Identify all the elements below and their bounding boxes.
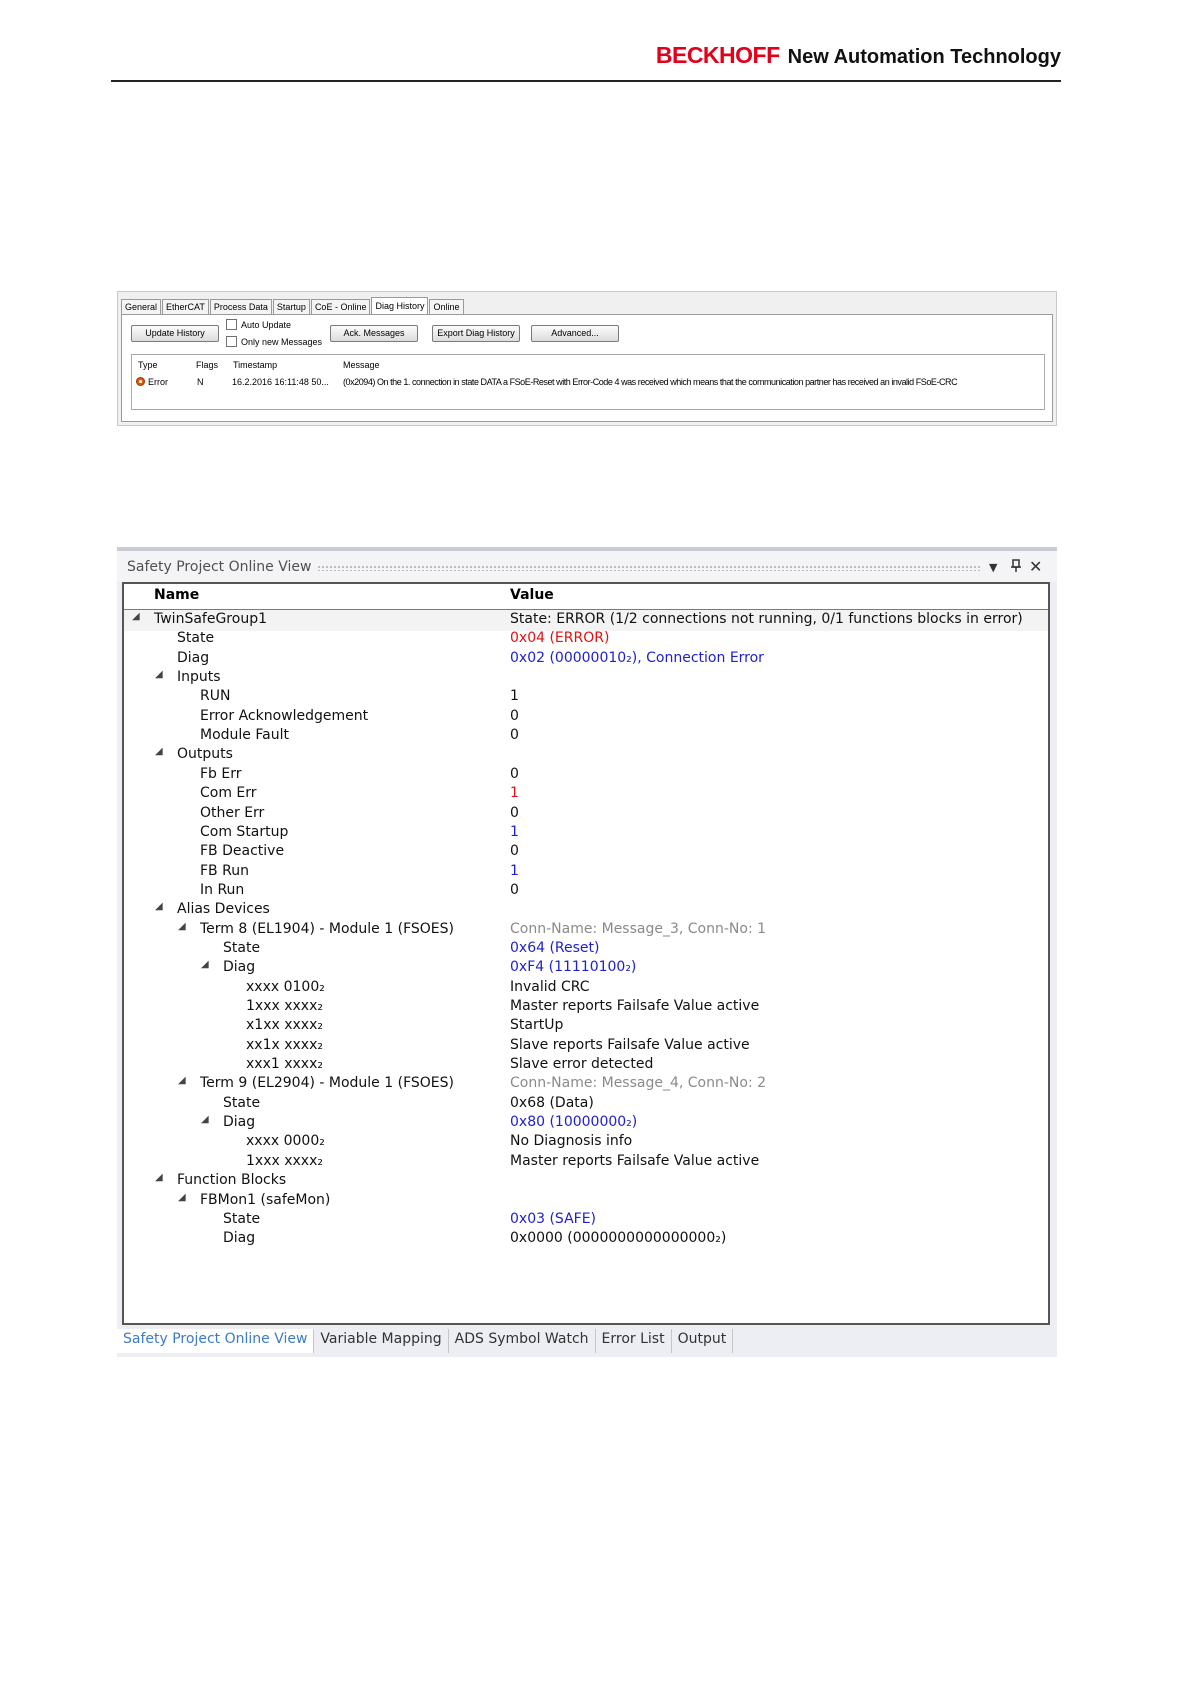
tree-row[interactable]: [124, 920, 1048, 941]
tree-node-name: Error Acknowledgement: [200, 707, 369, 724]
tree-node-value: Conn-Name: Message_4, Conn-No: 2: [510, 1075, 767, 1092]
row-flags: N: [197, 377, 204, 387]
tree-node-name: Term 9 (EL2904) - Module 1 (FSOES): [200, 1075, 454, 1092]
tree-row[interactable]: [124, 668, 1048, 689]
tree-row[interactable]: [124, 649, 1048, 670]
tree-node-value: 1: [510, 862, 519, 879]
tree-node-name: TwinSafeGroup1: [154, 611, 267, 627]
tree-node-name: State: [223, 1094, 261, 1111]
tree-row[interactable]: [124, 881, 1048, 902]
only-new-messages-label: Only new Messages: [241, 336, 323, 347]
tree-node-name: Other Err: [200, 804, 265, 821]
export-diag-history-button[interactable]: Export Diag History: [432, 325, 520, 342]
col-header-message: Message: [343, 360, 380, 370]
tree-node-value: Slave error detected: [510, 1056, 654, 1073]
tree-row[interactable]: [124, 726, 1048, 747]
bottom-tab-safety-project-online-view[interactable]: Safety Project Online View: [117, 1329, 314, 1353]
tree-row[interactable]: [124, 1074, 1048, 1095]
tree-node-name: RUN: [200, 688, 231, 705]
tree-node-name: State: [177, 630, 215, 647]
diag-tab-strip: [121, 298, 465, 314]
tree-node-value: 0: [510, 804, 519, 821]
tree-row[interactable]: [124, 1055, 1048, 1076]
tree-node-value: 0: [510, 765, 519, 782]
tree-node-value: 0x80 (10000000₂): [510, 1114, 638, 1131]
tree-row[interactable]: [124, 707, 1048, 728]
tree-node-name: xx1x xxxx₂: [246, 1036, 323, 1053]
tree-node-value: 0xF4 (11110100₂): [510, 959, 637, 976]
tree-node-value: No Diagnosis info: [510, 1133, 633, 1150]
bottom-tab-variable-mapping[interactable]: Variable Mapping: [314, 1329, 448, 1353]
only-new-messages-checkbox[interactable]: [226, 336, 322, 347]
tab-ethercat[interactable]: EtherCAT: [162, 299, 209, 314]
expand-triangle-icon[interactable]: ◢: [132, 611, 140, 622]
tree-node-name: xxxx 0100₂: [246, 978, 325, 995]
tree-row[interactable]: [124, 958, 1048, 979]
row-timestamp: 16.2.2016 16:11:48 50...: [232, 377, 329, 387]
checkbox-box[interactable]: [226, 336, 237, 347]
tree-node-value: State: ERROR (1/2 connections not running, 0/1 functions blocks in error): [510, 611, 1023, 627]
tab-process-data[interactable]: Process Data: [210, 299, 272, 314]
tree-node-name: In Run: [200, 881, 245, 898]
bottom-tab-output[interactable]: Output: [672, 1329, 734, 1353]
close-icon[interactable]: ✕: [1029, 557, 1043, 576]
page-header: [111, 38, 1061, 82]
tree-node-name: FB Run: [200, 862, 249, 879]
tree-node-value: StartUp: [510, 1017, 564, 1034]
tree-row[interactable]: [124, 842, 1048, 863]
tree-node-value: Conn-Name: Message_3, Conn-No: 1: [510, 920, 767, 937]
row-message: (0x2094) On the 1. connection in state DATA a FSoE-Reset with Error-Code 4 was received which means that the communication partner has received an invalid FSoE-CRC: [343, 377, 958, 387]
tree-node-name: 1xxx xxxx₂: [246, 998, 323, 1014]
tree-row[interactable]: [124, 1171, 1048, 1192]
col-header-type: Type: [138, 360, 158, 370]
tree-node-name: Term 8 (EL1904) - Module 1 (FSOES): [200, 920, 454, 937]
diag-history-grid: [131, 354, 1045, 410]
tree-row[interactable]: [124, 900, 1048, 921]
col-header-timestamp: Timestamp: [233, 360, 278, 370]
tree-row[interactable]: [124, 823, 1048, 844]
tree-row[interactable]: [124, 1210, 1048, 1231]
checkbox-box[interactable]: [226, 319, 237, 330]
expand-triangle-icon[interactable]: ◢: [178, 1075, 186, 1087]
col-header-value: Value: [510, 587, 554, 603]
expand-triangle-icon[interactable]: ◢: [178, 1191, 186, 1203]
ack-messages-button[interactable]: Ack. Messages: [330, 325, 418, 342]
tree-node-value: 1: [510, 688, 519, 705]
tree-node-name: xxx1 xxxx₂: [246, 1056, 323, 1073]
tab-startup[interactable]: Startup: [273, 299, 310, 314]
tree-node-name: Diag: [223, 1114, 256, 1131]
tree-node-value: Slave reports Failsafe Value active: [510, 1036, 750, 1053]
tree-row[interactable]: [124, 1229, 1048, 1250]
expand-triangle-icon[interactable]: ◢: [155, 746, 163, 758]
pin-icon[interactable]: [1010, 559, 1022, 577]
expand-triangle-icon[interactable]: ◢: [201, 959, 209, 971]
tree-column-header: [124, 584, 1048, 610]
tree-node-name: Diag: [177, 649, 210, 666]
tree-node-name: Outputs: [177, 746, 233, 763]
view-title: Safety Project Online View: [127, 559, 312, 575]
tree-node-name: State: [223, 939, 261, 956]
tree-row[interactable]: [124, 745, 1048, 766]
row-type-label: Error: [148, 377, 168, 387]
tree-row[interactable]: [124, 862, 1048, 883]
tree-node-name: Com Startup: [200, 823, 289, 840]
tree-node-name: FBMon1 (safeMon): [200, 1191, 331, 1208]
expand-triangle-icon[interactable]: ◢: [155, 901, 163, 913]
diag-history-tab-body: [121, 314, 1053, 422]
tree-row[interactable]: [124, 978, 1048, 999]
tree-node-value: 0: [510, 881, 519, 898]
tree-node-name: Fb Err: [200, 765, 242, 782]
update-history-button[interactable]: Update History: [131, 325, 219, 342]
tree-node-name: x1xx xxxx₂: [246, 1017, 323, 1034]
error-icon: [136, 377, 145, 386]
auto-update-checkbox[interactable]: [226, 319, 291, 330]
tree-node-name: 1xxx xxxx₂: [246, 1152, 323, 1169]
tree-row[interactable]: [124, 629, 1048, 650]
col-header-name: Name: [154, 587, 200, 603]
bottom-tab-error-list[interactable]: Error List: [596, 1329, 672, 1353]
tree-node-value: 0: [510, 843, 519, 860]
view-title-bar: [117, 547, 1057, 582]
tab-coe-online[interactable]: CoE - Online: [311, 299, 371, 314]
row-type: [136, 377, 168, 387]
tree-row[interactable]: [124, 997, 1048, 1018]
tree-node-name: Diag: [223, 1230, 256, 1247]
tree-node-value: Master reports Failsafe Value active: [510, 1152, 760, 1169]
tree-row[interactable]: [124, 1036, 1048, 1057]
tree-node-value: 0x04 (ERROR): [510, 630, 610, 647]
tree-node-name: Com Err: [200, 785, 257, 802]
tree-node-name: Function Blocks: [177, 1172, 287, 1189]
tree-node-value: 0x03 (SAFE): [510, 1210, 597, 1227]
tree-node-value: Invalid CRC: [510, 978, 590, 995]
auto-update-label: Auto Update: [241, 319, 292, 330]
tree-node-name: Alias Devices: [177, 901, 270, 918]
tree-row[interactable]: [124, 1113, 1048, 1134]
beckhoff-logo: BECKHOFF: [655, 42, 780, 68]
title-grip: [317, 565, 981, 571]
online-view-tree: [122, 582, 1050, 1325]
tree-node-name: Inputs: [177, 669, 221, 686]
diag-history-panel: [117, 291, 1057, 426]
tree-node-value: 0x64 (Reset): [510, 939, 600, 956]
tree-node-name: FB Deactive: [200, 843, 285, 860]
tree-node-name: State: [223, 1210, 261, 1227]
expand-triangle-icon[interactable]: ◢: [155, 1172, 163, 1184]
tree-node-value: 0x68 (Data): [510, 1094, 594, 1111]
expand-triangle-icon[interactable]: ◢: [178, 920, 186, 932]
bottom-tab-ads-symbol-watch[interactable]: ADS Symbol Watch: [449, 1329, 596, 1353]
tree-row[interactable]: [124, 1016, 1048, 1037]
tree-node-name: xxxx 0000₂: [246, 1133, 325, 1150]
brand: [656, 42, 1061, 69]
tree-node-value: 1: [510, 823, 519, 840]
tree-node-value: 0x02 (00000010₂), Connection Error: [510, 649, 764, 666]
tree-row[interactable]: [124, 939, 1048, 960]
tree-node-name: Diag: [223, 959, 256, 976]
tab-general[interactable]: General: [121, 299, 161, 314]
tree-node-name: Module Fault: [200, 727, 289, 744]
col-header-flags: Flags: [196, 360, 219, 370]
dropdown-arrow-icon[interactable]: ▼: [989, 561, 998, 574]
tree-row[interactable]: [124, 687, 1048, 708]
bottom-tab-strip: [117, 1329, 733, 1353]
expand-triangle-icon[interactable]: ◢: [201, 1114, 209, 1126]
tree-node-value: 0: [510, 707, 519, 724]
expand-triangle-icon[interactable]: ◢: [155, 669, 163, 681]
tree-row[interactable]: [124, 784, 1048, 805]
tab-diag-history[interactable]: Diag History: [371, 297, 428, 315]
tree-node-value: 0x0000 (0000000000000000₂): [510, 1230, 727, 1247]
tree-node-value: Master reports Failsafe Value active: [510, 998, 760, 1014]
tree-row[interactable]: [124, 1152, 1048, 1173]
tree-node-value: 0: [510, 727, 519, 744]
tree-row[interactable]: [124, 804, 1048, 825]
tree-row[interactable]: [124, 610, 1048, 631]
tree-row[interactable]: [124, 765, 1048, 786]
tree-row[interactable]: [124, 1191, 1048, 1212]
tree-node-value: 1: [510, 785, 519, 802]
brand-tagline: New Automation Technology: [787, 46, 1061, 68]
tab-online[interactable]: Online: [429, 299, 463, 314]
advanced-button[interactable]: Advanced...: [531, 325, 619, 342]
safety-project-online-view: [117, 547, 1057, 1357]
tree-row[interactable]: [124, 1094, 1048, 1115]
tree-row[interactable]: [124, 1132, 1048, 1153]
